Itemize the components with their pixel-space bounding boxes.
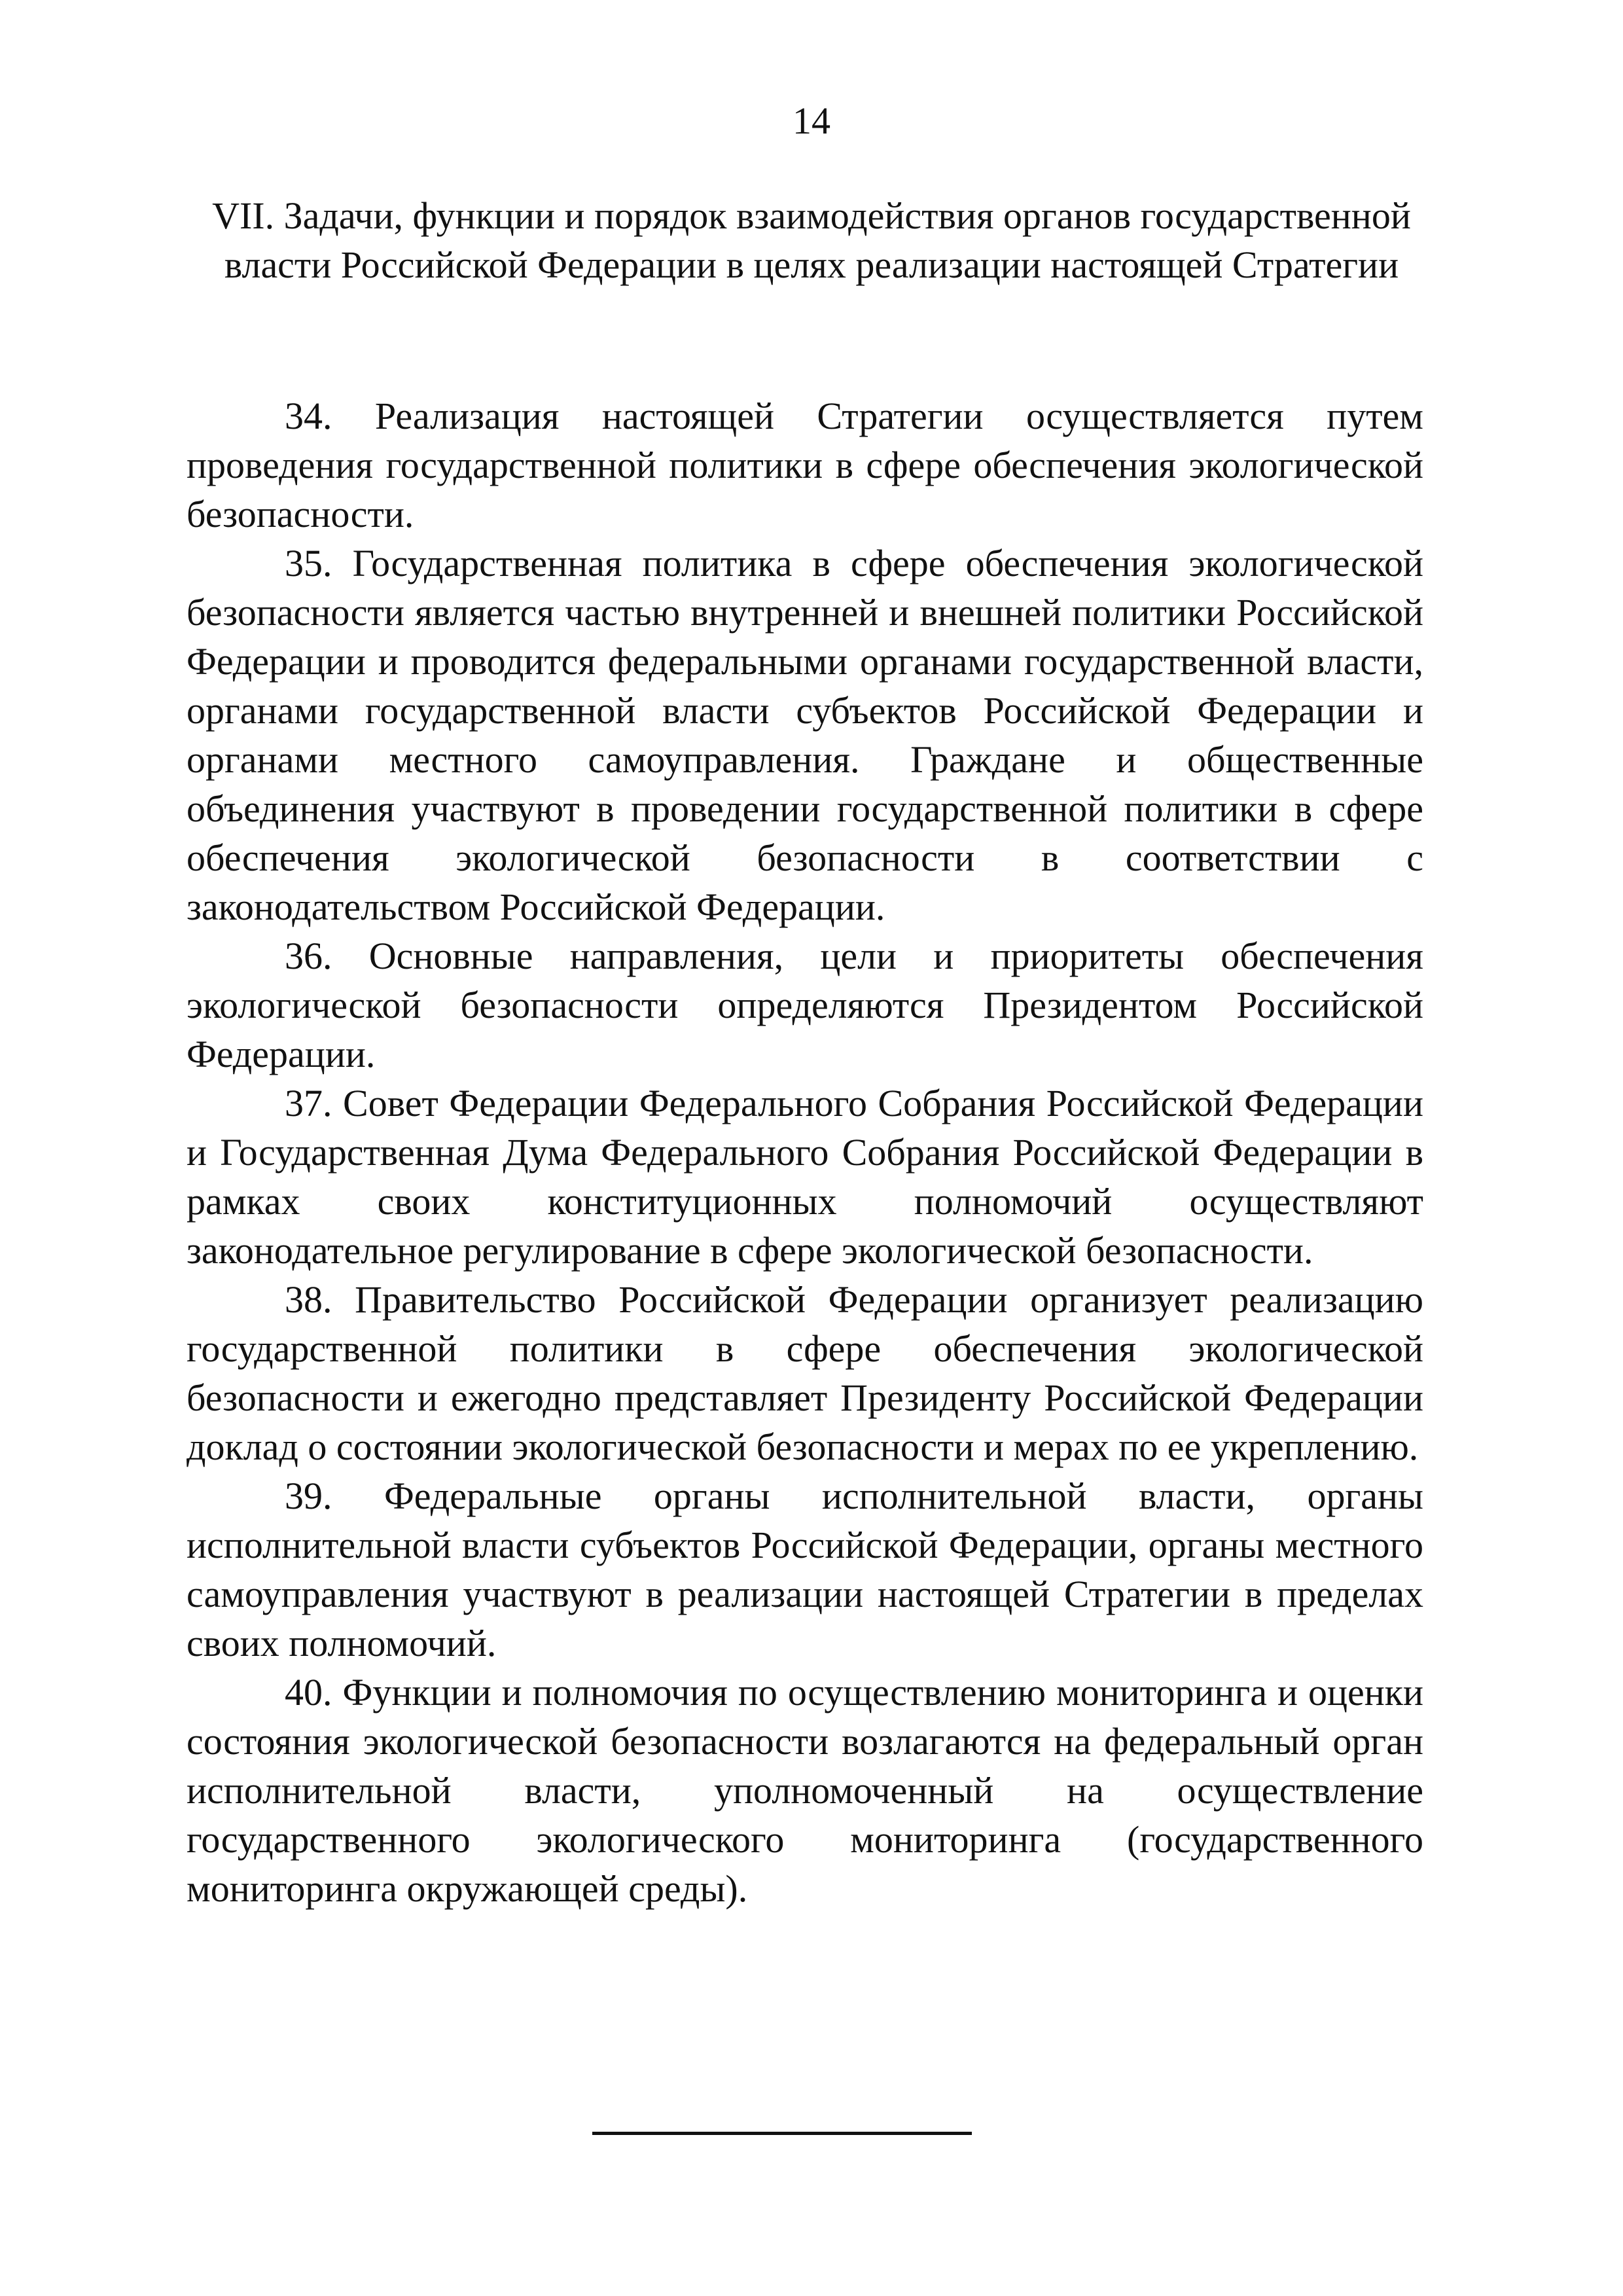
- section-title: VII. Задачи, функции и порядок взаимодействия органов государственной власти Российской Федерации в целях реализации настоящей Стратегии: [212, 194, 1411, 286]
- paragraph-number: 37.: [285, 1082, 332, 1124]
- paragraph-text: Правительство Российской Федерации организует реализацию государственной политики в сфере обеспечения экологической безопасности и ежегодно представляет Президенту Российской Федерации доклад о состоянии экологической безопасности и мерах по ее укреплению.: [187, 1278, 1424, 1468]
- paragraph-38: [187, 1275, 1423, 1471]
- paragraph-number: 35.: [285, 542, 332, 584]
- paragraph-text: Совет Федерации Федерального Собрания Российской Федерации и Государственная Дума Федерального Собрания Российской Федерации в рамках своих конституционных полномочий осуществляют законодательное регулирование в сфере экологической безопасности.: [187, 1082, 1424, 1272]
- paragraph-number: 34.: [285, 395, 332, 437]
- page-number: 14: [793, 99, 830, 142]
- paragraph-text: Основные направления, цели и приоритеты обеспечения экологической безопасности определяются Президентом Российской Федерации.: [187, 935, 1423, 1075]
- paragraph-36: [187, 931, 1423, 1079]
- paragraph-39: [187, 1471, 1423, 1668]
- paragraph-35: [187, 539, 1423, 931]
- paragraph-number: 38.: [285, 1278, 332, 1321]
- paragraph-number: 36.: [285, 935, 332, 977]
- document-body: [187, 391, 1423, 1913]
- paragraph-number: 39.: [285, 1475, 332, 1517]
- paragraph-number: 40.: [285, 1671, 332, 1713]
- paragraph-37: [187, 1079, 1423, 1275]
- paragraph-text: Федеральные органы исполнительной власти, органы исполнительной власти субъектов Российской Федерации, органы местного самоуправления участвуют в реализации настоящей Стратегии в пределах своих полномочий.: [187, 1475, 1424, 1664]
- paragraph-34: [187, 391, 1423, 539]
- paragraph-40: [187, 1668, 1423, 1913]
- paragraph-text: Государственная политика в сфере обеспечения экологической безопасности является частью внутренней и внешней политики Российской Федерации и проводится федеральными органами государственной власти, органами государственной власти субъектов Российской Федерации и органами местного самоуправления. Граждане и общественные объединения участвуют в проведении государственной политики в сфере обеспечения экологической безопасности в соответствии с законодательством Российской Федерации.: [187, 542, 1423, 928]
- end-of-document-rule: [592, 2132, 972, 2135]
- paragraph-text: Реализация настоящей Стратегии осуществляется путем проведения государственной политики в сфере обеспечения экологической безопасности.: [187, 395, 1423, 535]
- paragraph-text: Функции и полномочия по осуществлению мониторинга и оценки состояния экологической безопасности возлагаются на федеральный орган исполнительной власти, уполномоченный на осуществление государственного экологического мониторинга (государственного мониторинга окружающей среды).: [187, 1671, 1424, 1910]
